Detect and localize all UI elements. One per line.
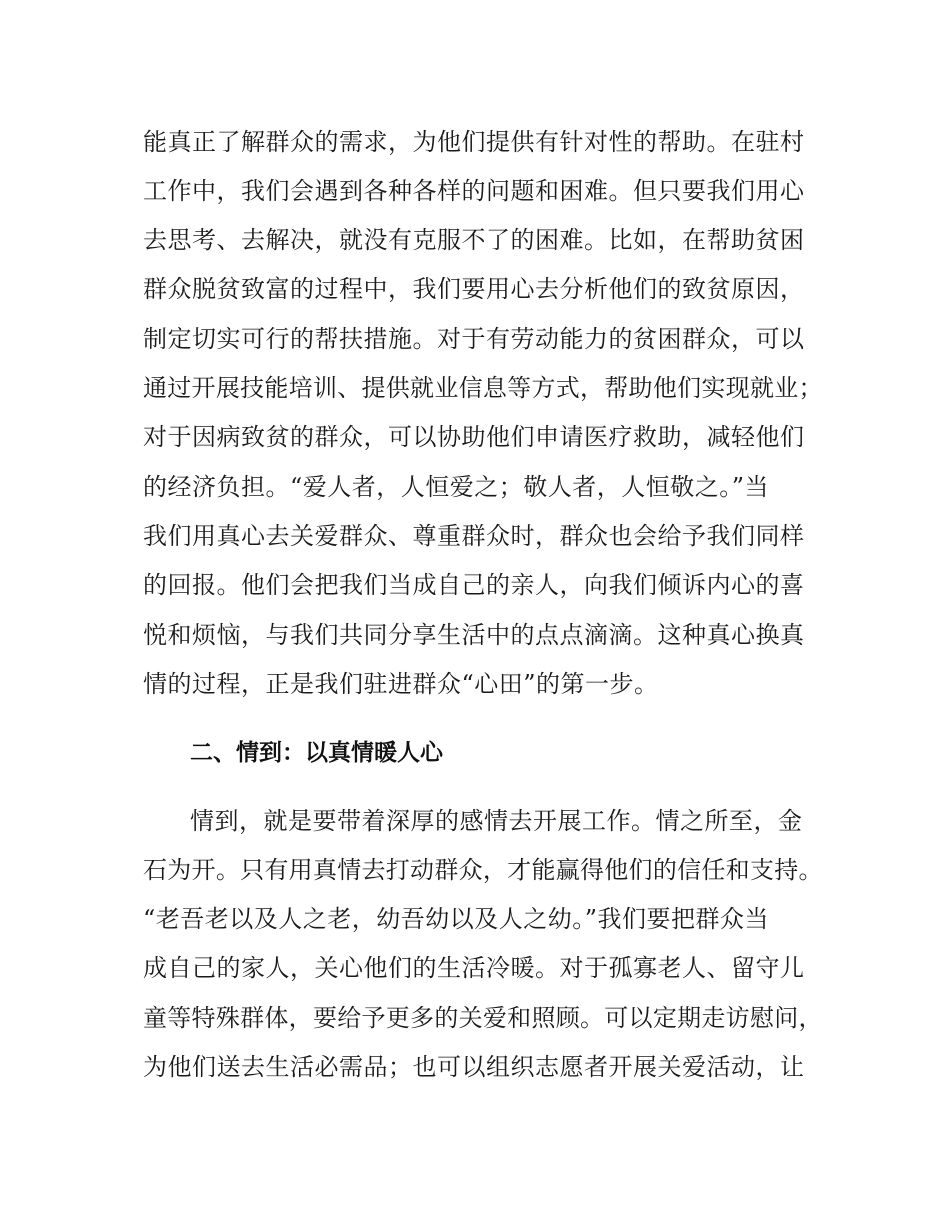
paragraph-line: 悦和烦恼，与我们共同分享生活中的点点滴滴。这种真心换真 <box>143 621 805 649</box>
paragraph-line: 的经济负担。“爱人者，人恒爱之；敬人者，人恒敬之。”当 <box>143 473 770 501</box>
paragraph-line: 情到，就是要带着深厚的感情去开展工作。情之所至，金 <box>190 807 803 835</box>
section-heading: 二、情到：以真情暖人心 <box>190 740 443 766</box>
paragraph-line: 为他们送去生活必需品；也可以组织志愿者开展关爱活动，让 <box>143 1053 805 1081</box>
paragraph-line: 制定切实可行的帮扶措施。对于有劳动能力的贫困群众，可以 <box>143 325 805 353</box>
paragraph-line: 去思考、去解决，就没有克服不了的困难。比如，在帮助贫困 <box>143 226 805 254</box>
paragraph-line: 群众脱贫致富的过程中，我们要用心去分析他们的致贫原因， <box>143 275 805 303</box>
paragraph-line: 通过开展技能培训、提供就业信息等方式，帮助他们实现就业； <box>143 374 823 402</box>
paragraph-line: 能真正了解群众的需求，为他们提供有针对性的帮助。在驻村 <box>143 128 805 156</box>
paragraph-line: 我们用真心去关爱群众、尊重群众时，群众也会给予我们同样 <box>143 522 805 550</box>
paragraph-line: “老吾老以及人之老，幼吾幼以及人之幼。”我们要把群众当 <box>143 905 770 933</box>
paragraph-line: 对于因病致贫的群众，可以协助他们申请医疗救助，减轻他们 <box>143 423 805 451</box>
paragraph-line: 成自己的家人，关心他们的生活冷暖。对于孤寡老人、留守儿 <box>143 954 805 982</box>
paragraph-line: 工作中，我们会遇到各种各样的问题和困难。但只要我们用心 <box>143 177 805 205</box>
paragraph-line: 的回报。他们会把我们当成自己的亲人，向我们倾诉内心的喜 <box>143 571 805 599</box>
paragraph-line: 情的过程，正是我们驻进群众“心田”的第一步。 <box>143 670 659 698</box>
paragraph-line: 童等特殊群体，要给予更多的关爱和照顾。可以定期走访慰问， <box>143 1004 823 1032</box>
paragraph-line: 石为开。只有用真情去打动群众，才能赢得他们的信任和支持。 <box>143 856 823 884</box>
